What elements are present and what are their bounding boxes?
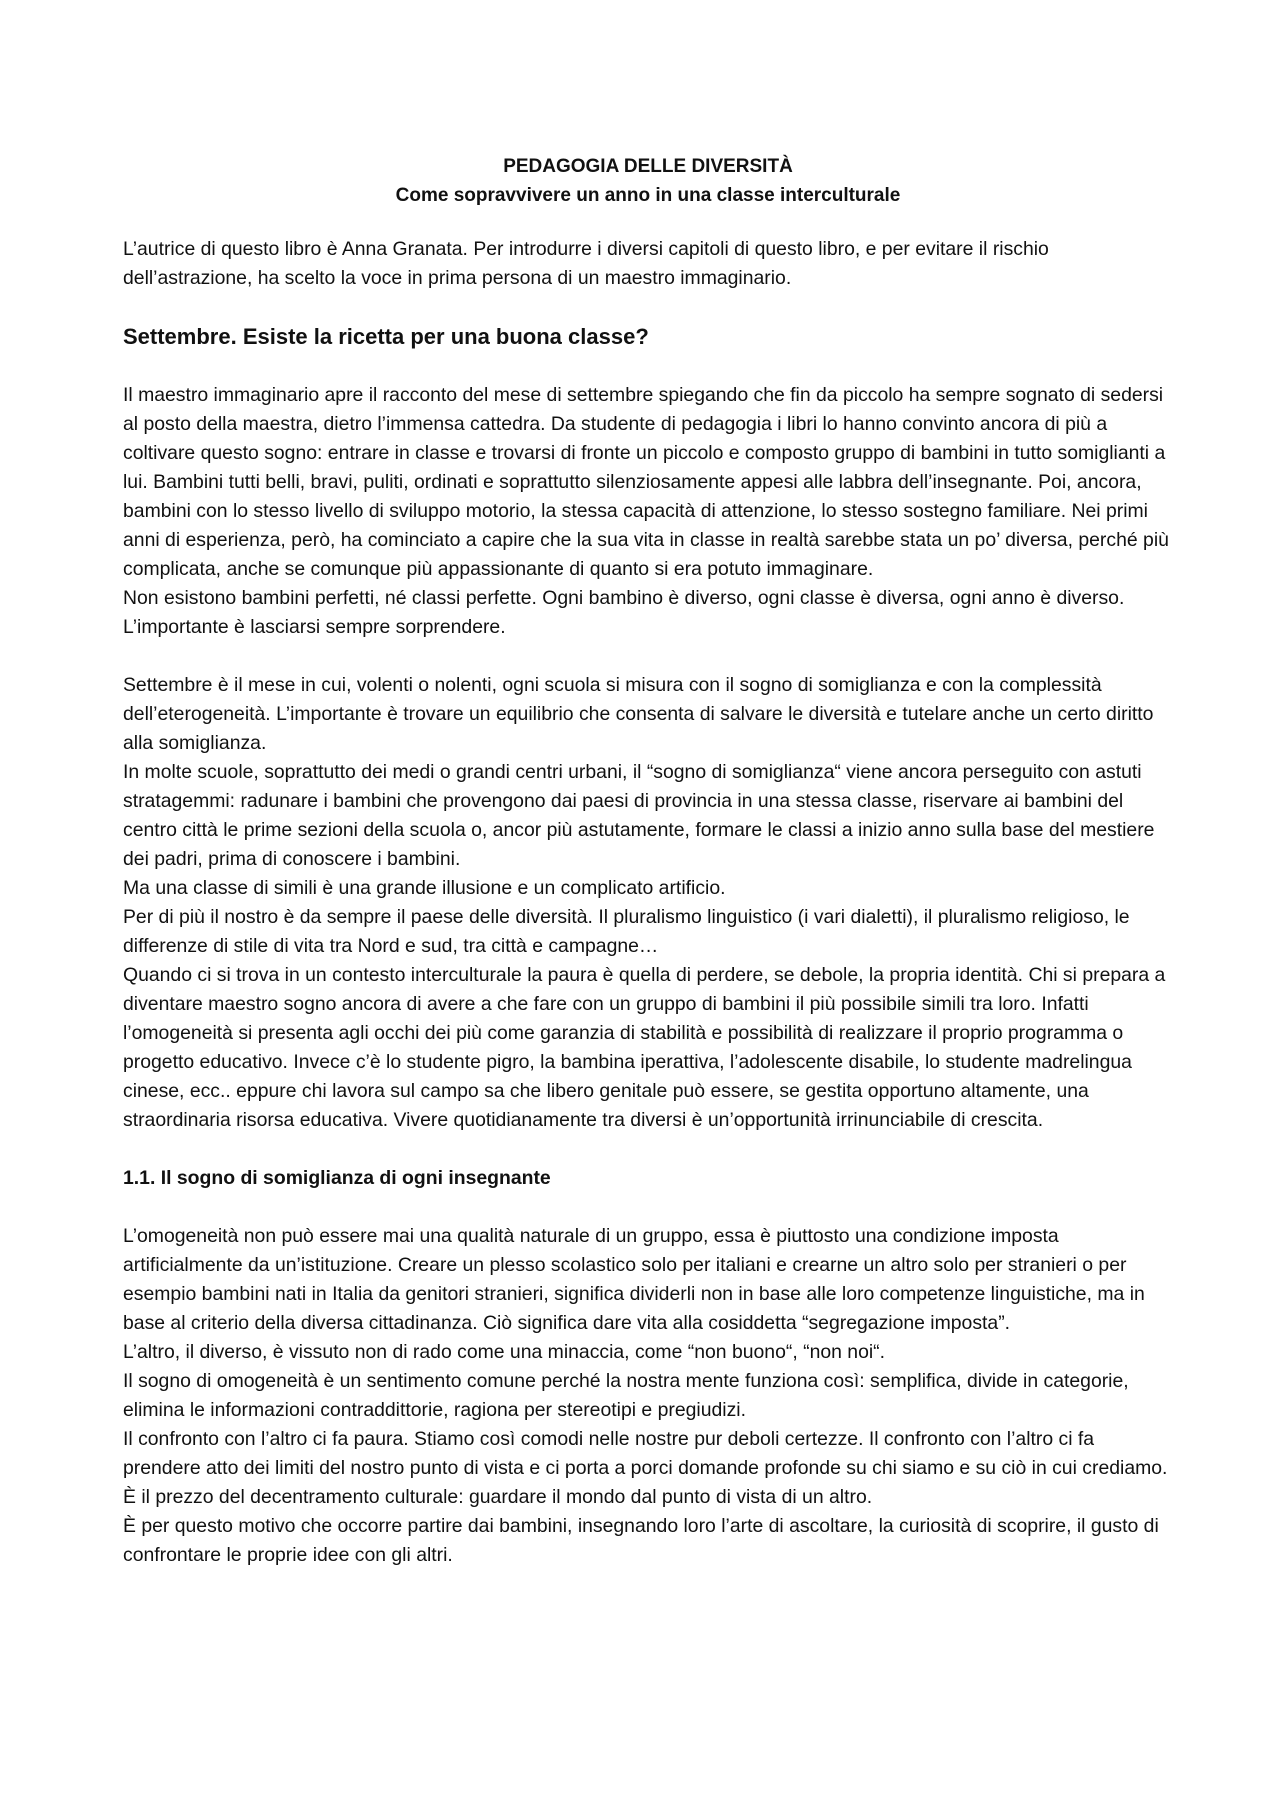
- subsection-heading-1-1: 1.1. Il sogno di somiglianza di ogni insegnante: [123, 1167, 551, 1189]
- paragraph: Il confronto con l’altro ci fa paura. Stiamo così comodi nelle nostre pur deboli certezze. Il confronto con l’altro ci fa prendere atto dei limiti del nostro punto di vista e ci porta a porci domande profonde su chi siamo e su ciò in cui crediamo. È il prezzo del decentramento culturale: guardare il mondo dal punto di vista di un altro.: [123, 1428, 1168, 1508]
- paragraph: È per questo motivo che occorre partire dai bambini, insegnando loro l’arte di ascoltare, la curiosità di scoprire, il gusto di confrontare le proprie idee con gli altri.: [123, 1515, 1159, 1566]
- paragraph: In molte scuole, soprattutto dei medi o grandi centri urbani, il “sogno di somiglianza“ viene ancora perseguito con astuti stratagemmi: radunare i bambini che provengono dai paesi di provincia in una stessa classe, riservare ai bambini del centro città le prime sezioni della scuola o, ancor più astutamente, formare le classi a inizio anno sulla base del mestiere dei padri, prima di conoscere i bambini.: [123, 761, 1155, 870]
- document-page: [123, 152, 1173, 1570]
- paragraph: Il sogno di omogeneità è un sentimento comune perché la nostra mente funziona così: semplifica, divide in categorie, elimina le informazioni contraddittorie, ragiona per stereotipi e pregiudizi.: [123, 1370, 1129, 1421]
- paragraph: Per di più il nostro è da sempre il paese delle diversità. Il pluralismo linguistico (i vari dialetti), il pluralismo religioso, le differenze di stile di vita tra Nord e sud, tra città e campagne…: [123, 906, 1130, 957]
- paragraph: Non esistono bambini perfetti, né classi perfette. Ogni bambino è diverso, ogni classe è diversa, ogni anno è diverso. L’importante è lasciarsi sempre sorprendere.: [123, 587, 1125, 638]
- document-title: PEDAGOGIA DELLE DIVERSITÀ: [503, 156, 793, 177]
- document-subtitle: Come sopravvivere un anno in una classe interculturale: [395, 185, 901, 206]
- section-heading-settembre: Settembre. Esiste la ricetta per una buona classe?: [123, 324, 649, 349]
- paragraph: L’omogeneità non può essere mai una qualità naturale di un gruppo, essa è piuttosto una condizione imposta artificialmente da un’istituzione. Creare un plesso scolastico solo per italiani e crearne un altro solo per stranieri o per esempio bambini nati in Italia da genitori stranieri, significa dividerli non in base alle loro competenze linguistiche, ma in base al criterio della diversa cittadinanza. Ciò significa dare vita alla cosiddetta “segregazione imposta”.: [123, 1225, 1145, 1334]
- paragraph: Settembre è il mese in cui, volenti o nolenti, ogni scuola si misura con il sogno di somiglianza e con la complessità dell’eterogeneità. L’importante è trovare un equilibrio che consenta di salvare le diversità e tutelare anche un certo diritto alla somiglianza.: [123, 674, 1154, 754]
- paragraph: Il maestro immaginario apre il racconto del mese di settembre spiegando che fin da piccolo ha sempre sognato di sedersi al posto della maestra, dietro l’immensa cattedra. Da studente di pedagogia i libri lo hanno convinto ancora di più a coltivare questo sogno: entrare in classe e trovarsi di fronte un piccolo e composto gruppo di bambini in tutto somiglianti a lui. Bambini tutti belli, bravi, puliti, ordinati e soprattutto silenziosamente appesi alle labbra dell’insegnante. Poi, ancora, bambini con lo stesso livello di sviluppo motorio, la stessa capacità di attenzione, lo stesso sostegno familiare. Nei primi anni di esperienza, però, ha cominciato a capire che la sua vita in classe in realtà sarebbe stata un po’ diversa, perché più complicata, anche se comunque più appassionante di quanto si era potuto immaginare.: [123, 384, 1169, 580]
- paragraph: L’altro, il diverso, è vissuto non di rado come una minaccia, come “non buono“, “non noi“.: [123, 1341, 886, 1363]
- paragraph: Quando ci si trova in un contesto interculturale la paura è quella di perdere, se debole, la propria identità. Chi si prepara a diventare maestro sogno ancora di avere a che fare con un gruppo di bambini il più possibile simili tra loro. Infatti l’omogeneità si presenta agli occhi dei più come garanzia di stabilità e possibilità di realizzare il proprio programma o progetto educativo. Invece c’è lo studente pigro, la bambina iperattiva, l’adolescente disabile, lo studente madrelingua cinese, ecc.. eppure chi lavora sul campo sa che libero genitale può essere, se gestita opportuno altamente, una straordinaria risorsa educativa. Vivere quotidianamente tra diversi è un’opportunità irrinunciabile di crescita.: [123, 964, 1166, 1131]
- intro-paragraph: L’autrice di questo libro è Anna Granata. Per introdurre i diversi capitoli di questo libro, e per evitare il rischio dell’astrazione, ha scelto la voce in prima persona di un maestro immaginario.: [123, 238, 1049, 289]
- paragraph: Ma una classe di simili è una grande illusione e un complicato artificio.: [123, 877, 726, 899]
